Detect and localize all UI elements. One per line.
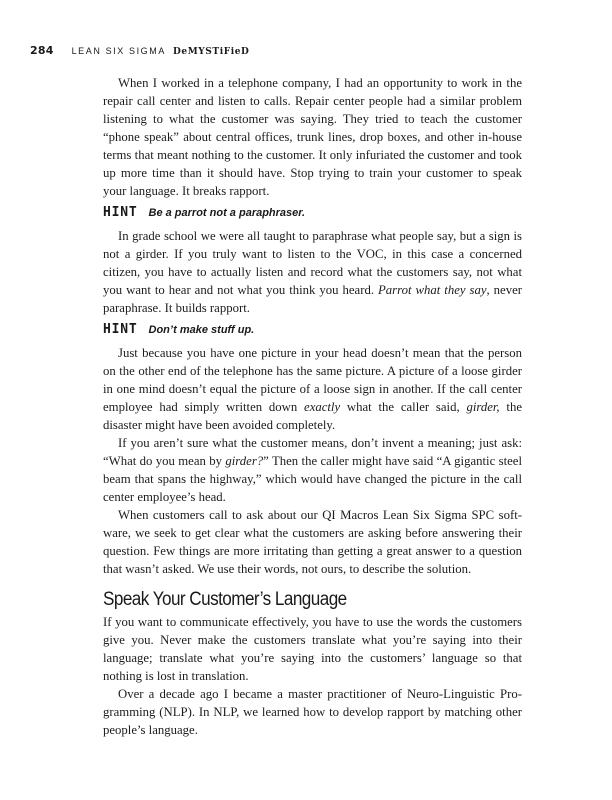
paragraph-communicate: If you want to communicate effectively, you have to use the words the customers give you. Never make the customers translate what you’re saying into their language; translate what you’re saying into the customers’ language so that nothing is lost in translation. — [103, 615, 522, 683]
section-heading: Speak Your Customer’s Language — [103, 589, 347, 610]
body-text — [103, 74, 522, 739]
text-run: the disaster might have been avoided completely. — [103, 400, 522, 432]
paragraph-paraphrase — [103, 227, 522, 317]
hint-text: Be a parrot not a paraphraser. — [148, 207, 306, 219]
text-run: Just because you have one picture in your head doesn’t mean that the person on the other end of the telephone has the same picture. A picture of a loose girder in one mind doesn’t equal the picture of a loose sign in another. If the call center employee had simply written down — [103, 346, 522, 414]
text-run: In grade school we were all taught to paraphrase what people say, but a sign is not a girder. If you truly want to listen to the VOC, in this case a concerned citizen, you have to actually listen and record what the customers say, not what you want to hear and not what you think you heard. — [103, 229, 522, 297]
text-run: ” Then the caller might have said “A gigantic steel beam that spans the highway,” which would have changed the picture in the call center employee’s head. — [103, 454, 522, 504]
text-run: If you aren’t sure what the customer means, don’t invent a meaning; just ask: “What do you mean by — [103, 436, 522, 468]
paragraph-qi-macros: When customers call to ask about our QI Macros Lean Six Sigma SPC software, we seek to get clear what the customers are asking before answering their question. Few things are more irritating than getting a great answer to a question that wasn’t asked. We use their words, not ours, to describe the solution. — [103, 508, 522, 576]
emphasis-text: girder, — [466, 400, 500, 414]
emphasis-text: Parrot what they say — [378, 283, 487, 297]
hint-text: Don’t make stuff up. — [148, 324, 255, 336]
book-subtitle: DeMYSTiFieD — [172, 47, 250, 57]
hint-box-parrot — [103, 204, 522, 222]
paragraph-telephone-company: When I worked in a telephone company, I had an opportunity to work in the repair call center and listen to calls. Repair center people had a similar problem listening to what the customer was saying. They tried to teach the customer “phone speak” about central offices, trunk lines, drop boxes, and other in-house terms that meant nothing to the customer. It only infuriated the customer and took up more time than it should have. Stop trying to train your customer to speak your language. It breaks rapport. — [103, 76, 522, 198]
paragraph-ask-meaning — [103, 434, 522, 506]
paragraph-picture — [103, 344, 522, 434]
running-header — [30, 41, 249, 55]
text-run: , never paraphrase. It builds rapport. — [103, 283, 522, 315]
hint-label: HINT — [103, 322, 138, 337]
text-run: what the caller said, — [340, 400, 467, 414]
hint-label: HINT — [103, 205, 138, 220]
book-title: LEAN SIX SIGMA — [71, 46, 166, 56]
hint-box-stuff — [103, 321, 522, 339]
paragraph-nlp: Over a decade ago I became a master practitioner of Neuro-Linguistic Programming (NLP). In NLP, we learned how to develop rapport by matching other people’s language. — [103, 687, 522, 737]
emphasis-text: girder? — [225, 454, 264, 468]
emphasis-text: exactly — [304, 400, 341, 414]
page-number: 284 — [30, 44, 54, 57]
